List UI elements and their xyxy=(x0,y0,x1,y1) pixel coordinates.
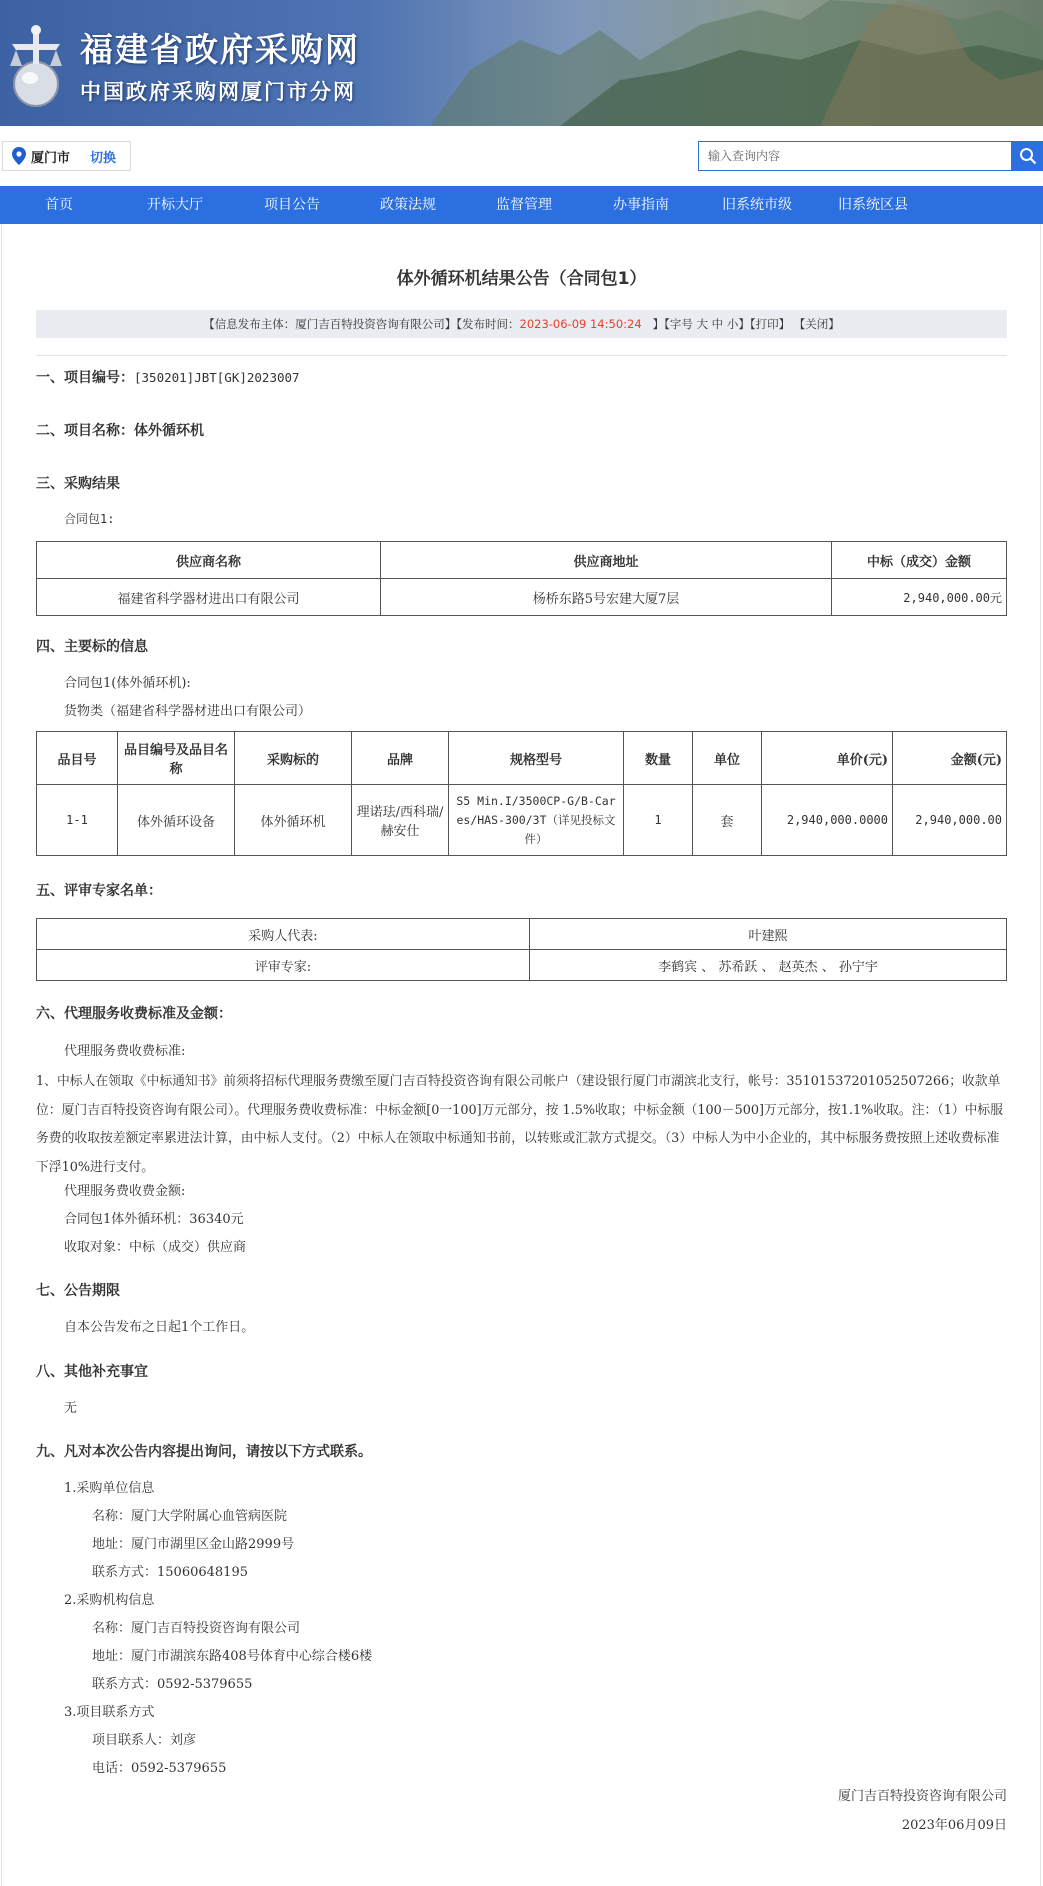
table-row xyxy=(37,579,1007,616)
brand: 理诺珐/西科瑞/赫安仕 xyxy=(352,785,449,856)
supplier-address: 杨桥东路5号宏建大厦7层 xyxy=(381,579,832,616)
quantity: 1 xyxy=(624,785,693,856)
col-procurement-object: 采购标的 xyxy=(235,732,352,785)
info-bar xyxy=(36,310,1007,338)
main-nav xyxy=(0,186,1043,224)
item-code-name: 体外循环设备 xyxy=(118,785,235,856)
col-unit-price: 单价(元) xyxy=(762,732,893,785)
site-banner xyxy=(0,0,1043,126)
col-unit: 单位 xyxy=(693,732,762,785)
search-icon xyxy=(1019,147,1037,165)
current-city: 厦门市 xyxy=(31,150,71,166)
col-item-no: 品目号 xyxy=(37,732,118,785)
table-header-row xyxy=(37,542,1007,579)
project-name: 体外循环机 xyxy=(134,423,204,439)
footer-company: 厦门吉百特投资咨询有限公司 xyxy=(837,1789,1007,1804)
publisher-info: 【信息发布主体：厦门吉百特投资咨询有限公司】【发布时间： xyxy=(203,317,520,331)
font-size-label: 】【字号 xyxy=(652,317,693,331)
purchaser-address: 地址：厦门市湖里区金山路2999号 xyxy=(92,1537,295,1552)
section-project-name xyxy=(36,420,204,440)
site-subtitle: 中国政府采购网厦门市分网 xyxy=(80,80,356,104)
nav-announcements[interactable]: 项目公告 xyxy=(264,197,320,213)
expert-table xyxy=(36,918,1007,981)
nav-policies[interactable]: 政策法规 xyxy=(380,197,436,213)
section-procurement-result: 三、采购结果 xyxy=(36,476,120,492)
col-amount: 金额(元) xyxy=(893,732,1007,785)
agency-phone: 联系方式：0592-5379655 xyxy=(92,1677,253,1692)
agency-info-title: 2.采购机构信息 xyxy=(64,1593,155,1608)
project-contact-phone: 电话：0592-5379655 xyxy=(92,1761,227,1776)
fee-amount-label: 代理服务费收费金额: xyxy=(64,1184,186,1199)
nav-home[interactable]: 首页 xyxy=(45,197,73,213)
section-contact: 九、凡对本次公告内容提出询问，请按以下方式联系。 xyxy=(36,1444,372,1460)
fee-amount-text: 合同包1体外循环机：36340元 xyxy=(64,1212,244,1227)
purchaser-phone: 联系方式：15060648195 xyxy=(92,1565,248,1580)
print-link[interactable]: 】【打印】 xyxy=(738,317,791,331)
col-item-code-name: 品目编号及品目名称 xyxy=(118,732,235,785)
section-label: 二、项目名称： xyxy=(36,423,134,439)
purchaser-info-title: 1.采购单位信息 xyxy=(64,1481,155,1496)
experts-names: 李鹤宾 、 苏希跃 、 赵英杰 、 孙宁宇 xyxy=(530,950,1007,981)
item-table xyxy=(36,731,1007,856)
nav-guide[interactable]: 办事指南 xyxy=(613,197,669,213)
switch-city-link[interactable]: 切换 xyxy=(90,150,117,166)
amount: 2,940,000.00 xyxy=(893,785,1007,856)
col-supplier-name: 供应商名称 xyxy=(37,542,381,579)
fee-standard-text: 1、中标人在领取《中标通知书》前须将招标代理服务费缴至厦门吉百特投资咨询有限公司帐户（建设银行厦门市湖滨北支行，帐号：35101537201052507266；收款单位：厦门吉百特投资咨询有限公司）。代理服务费收费标准：中标金额[0一100]万元部分，按 1.5%收取；中标金额（100－500]万元部分，按1.1%收取。注：（1）中标服务费的收取按差额定率累进法计算，由中标人支付。（2）中标人在领取中标通知书前，以转账或汇款方式提交。（3）中标人为中小企业的，其中标服务费按照上述收费标准下浮10%进行支付。 xyxy=(36,1074,1004,1175)
experts-label: 评审专家: xyxy=(37,950,530,981)
search-button[interactable] xyxy=(1012,141,1043,171)
purchaser-rep-name: 叶建熙 xyxy=(530,919,1007,950)
table-row xyxy=(37,950,1007,981)
section-notice-period: 七、公告期限 xyxy=(36,1283,120,1299)
unit: 套 xyxy=(693,785,762,856)
result-table xyxy=(36,541,1007,616)
divider xyxy=(36,355,1007,356)
fee-standard-label: 代理服务费收费标准: xyxy=(64,1044,186,1059)
search-input[interactable] xyxy=(698,141,1012,171)
project-number: [350201]JBT[GK]2023007 xyxy=(134,370,300,385)
publish-time: 2023-06-09 14:50:24 xyxy=(519,317,642,331)
other-matters-text: 无 xyxy=(64,1401,78,1416)
table-row xyxy=(37,785,1007,856)
footer-date: 2023年06月09日 xyxy=(901,1818,1007,1833)
emblem-icon xyxy=(6,22,66,110)
agency-name: 名称：厦门吉百特投资咨询有限公司 xyxy=(92,1621,301,1636)
col-brand: 品牌 xyxy=(352,732,449,785)
purchaser-name: 名称：厦门大学附属心血管病医院 xyxy=(92,1509,288,1524)
procurement-object: 体外循环机 xyxy=(235,785,352,856)
table-header-row xyxy=(37,732,1007,785)
section-main-items: 四、主要标的信息 xyxy=(36,639,148,655)
contract-package-label: 合同包1: xyxy=(64,512,115,526)
font-small-link[interactable]: 小 xyxy=(726,317,739,331)
item-no: 1-1 xyxy=(37,785,118,856)
font-medium-link[interactable]: 中 xyxy=(711,317,724,331)
nav-bid-hall[interactable]: 开标大厅 xyxy=(147,197,203,213)
project-contact-person: 项目联系人：刘彦 xyxy=(92,1733,197,1748)
section-agency-fee: 六、代理服务收费标准及金额： xyxy=(36,1006,232,1022)
nav-old-system-city[interactable]: 旧系统市级 xyxy=(722,197,792,213)
supplier-name: 福建省科学器材进出口有限公司 xyxy=(37,579,381,616)
col-quantity: 数量 xyxy=(624,732,693,785)
location-pin-icon xyxy=(12,147,26,165)
purchaser-rep-label: 采购人代表: xyxy=(37,919,530,950)
table-row xyxy=(37,919,1007,950)
col-award-amount: 中标（成交）金额 xyxy=(832,542,1007,579)
goods-category: 货物类（福建省科学器材进出口有限公司） xyxy=(64,704,312,719)
col-spec-model: 规格型号 xyxy=(449,732,624,785)
project-contact-title: 3.项目联系方式 xyxy=(64,1705,155,1720)
award-amount: 2,940,000.00元 xyxy=(832,579,1007,616)
city-selector xyxy=(2,141,131,171)
fee-target-text: 收取对象：中标（成交）供应商 xyxy=(64,1240,247,1255)
notice-period-text: 自本公告发布之日起1个工作日。 xyxy=(64,1320,255,1335)
close-link[interactable]: 【关闭】 xyxy=(793,317,840,331)
nav-supervision[interactable]: 监督管理 xyxy=(496,197,552,213)
font-large-link[interactable]: 大 xyxy=(696,317,709,331)
spec-model: S5 Min.I/3500CP-G/B-Cares/HAS-300/3T（详见投标文件） xyxy=(449,785,624,856)
unit-price: 2,940,000.0000 xyxy=(762,785,893,856)
nav-old-system-district[interactable]: 旧系统区县 xyxy=(838,197,908,213)
section-expert-list: 五、评审专家名单： xyxy=(36,883,162,899)
section-project-number xyxy=(36,367,300,387)
section-label: 一、项目编号： xyxy=(36,370,134,386)
site-title: 福建省政府采购网 xyxy=(80,30,360,69)
col-supplier-address: 供应商地址 xyxy=(381,542,832,579)
package-name: 合同包1(体外循环机): xyxy=(64,676,191,691)
page-title: 体外循环机结果公告（合同包1） xyxy=(396,269,647,289)
agency-address: 地址：厦门市湖滨东路408号体育中心综合楼6楼 xyxy=(92,1649,373,1664)
section-other-matters: 八、其他补充事宜 xyxy=(36,1364,148,1380)
